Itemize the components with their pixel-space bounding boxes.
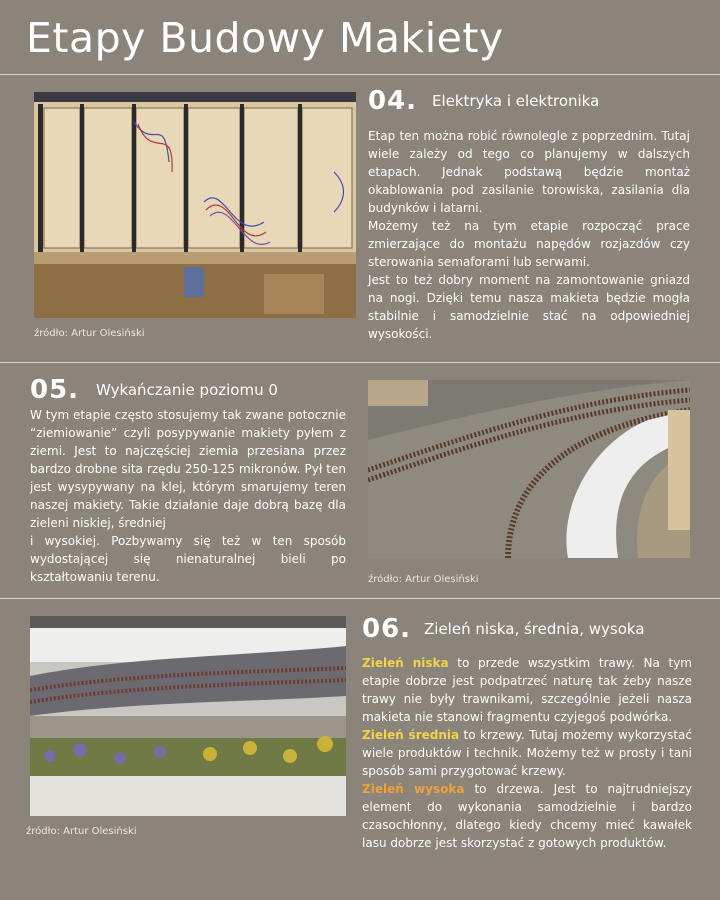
terrain-photo: [368, 380, 690, 558]
paragraph: Możemy też na tym etapie rozpocząć prace zmierzające do montażu napędów rozjazdów czy sterowania semaforami lub serwami.: [368, 219, 690, 269]
paragraph: i wysokiej. Pozbywamy się też w ten sposób wydostającej się nienaturalnej bieli po kształtowaniu terenu.: [30, 534, 346, 584]
wiring-photo: [34, 92, 356, 318]
section-body: [368, 127, 690, 343]
section-number: 04.: [368, 86, 418, 116]
paragraph: W tym etapie często stosujemy tak zwane potocznie “ziemiowanie” czyli posypywanie makiety pyłem z ziemi. Jest to najczęściej ziemia przesiana przez bardzo drobne sita rzędu 250-125 mikronów. Pył ten jest wysypywany na klej, którym smarujemy teren naszej makiety. Takie działanie daje dobrą bazę dla zieleni niskiej, średniej: [30, 408, 346, 530]
photo-caption: źródło: Artur Olesiński: [34, 328, 145, 339]
list-item: [362, 780, 692, 852]
paragraph: Etap ten można robić równolegle z poprzednim. Tutaj wiele zależy od tego co planujemy w dalszych etapach. Jednak podstawą będzie montaż okablowania pod zasilanie torowiska, zasilania dla budynków i latarni.: [368, 129, 690, 215]
divider: [0, 74, 720, 75]
section-heading: Wykańczanie poziomu 0: [96, 381, 278, 399]
item-text: to krzewy. Tutaj możemy wykorzystać wiele produktów i technik. Możemy też w prosty i tani sposób sami przygotować krzewy.: [362, 728, 693, 778]
photo-caption: źródło: Artur Olesiński: [26, 826, 137, 837]
section-heading: Zieleń niska, średnia, wysoka: [424, 620, 645, 638]
highlight-label: Zieleń niska: [362, 656, 449, 670]
highlight-label: Zieleń wysoka: [362, 782, 465, 796]
section-number: 05.: [30, 375, 80, 405]
section-body: [362, 654, 692, 852]
section-heading: Elektryka i elektronika: [432, 92, 600, 110]
divider: [0, 362, 720, 363]
section-number: 06.: [362, 614, 412, 644]
paragraph: Jest to też dobry moment na zamontowanie gniazd na nogi. Dzięki temu nasza makieta będzie mogła stabilnie i samodzielnie stać na odpowiedniej wysokości.: [368, 273, 690, 341]
greenery-photo: [30, 616, 346, 816]
item-text: to drzewa. Jest to najtrudniejszy element do wykonania samodzielnie i bardzo czasochłonny, dlatego kiedy chcemy mieć kawałek lasu dobrze jest skorzystać z gotowych produktów.: [362, 782, 692, 850]
list-item: [362, 726, 692, 780]
photo-caption: źródło: Artur Olesiński: [368, 574, 479, 585]
highlight-label: Zieleń średnia: [362, 728, 460, 742]
divider: [0, 598, 720, 599]
list-item: [362, 654, 692, 726]
item-text: to przede wszystkim trawy. Na tym etapie dobrze jest podpatrzeć naturę tak żeby nasze trawy nie były trawnikami, szczególnie jeżeli nasza makieta nie stanowi fragmentu czyjegoś podwórka.: [362, 656, 692, 724]
section-body: [30, 406, 346, 586]
page-title: Etapy Budowy Makiety: [26, 14, 504, 62]
